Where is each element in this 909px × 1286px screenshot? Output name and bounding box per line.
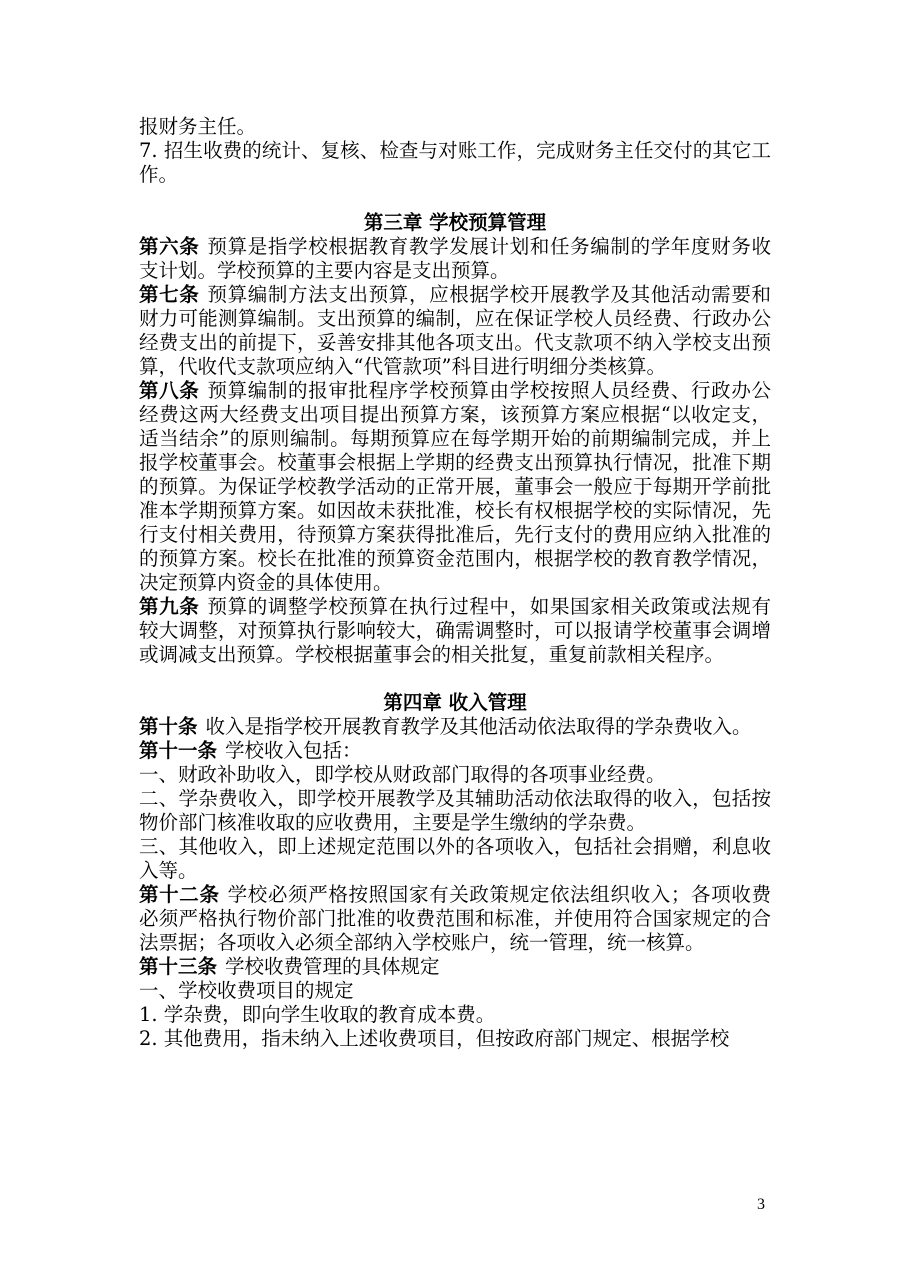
article-12-text: 学校必须严格按照国家有关政策规定依法组织收入；各项收费必须严格执行物价部门批准的收费范围和标准，并使用符合国家规定的合法票据；各项收入必须全部纳入学校账户，统一管理，统一核算。 [139, 883, 771, 954]
article-8 [139, 379, 771, 595]
article-9 [139, 595, 771, 667]
intro-line-2: 7. 招生收费的统计、复核、检查与对账工作，完成财务主任交付的其它工作。 [139, 139, 771, 186]
article-13 [139, 955, 771, 979]
article-10-text: 收入是指学校开展教育教学及其他活动依法取得的学杂费收入。 [205, 715, 752, 738]
article-9-text: 预算的调整学校预算在执行过程中，如果国家相关政策或法规有较大调整，对预算执行影响较大，确需调整时，可以报请学校董事会调增或调减支出预算。学校根据董事会的相关批复，重复前款相关程序。 [139, 595, 771, 666]
article-11-item-2: 二、学杂费收入，即学校开展教学及其辅助活动依法取得的收入，包括按物价部门核准收取的应收费用，主要是学生缴纳的学杂费。 [139, 787, 771, 834]
page-number: 3 [757, 1196, 765, 1213]
intro-line-1: 报财务主任。 [139, 115, 257, 138]
article-13-text: 学校收费管理的具体规定 [225, 955, 440, 978]
article-11 [139, 739, 771, 763]
article-11-item-1: 一、财政补助收入，即学校从财政部门取得的各项事业经费。 [139, 763, 666, 786]
article-7-label: 第七条 [139, 283, 200, 306]
article-13-item-3: 2. 其他费用，指未纳入上述收费项目，但按政府部门规定、根据学校 [139, 1027, 730, 1050]
article-11-text: 学校收入包括： [225, 739, 362, 762]
article-9-label: 第九条 [139, 595, 200, 618]
document-body [139, 115, 771, 1051]
article-7-text: 预算编制方法支出预算，应根据学校开展教学及其他活动需要和财力可能测算编制。支出预算的编制，应在保证学校人员经费、行政办公经费支出的前提下，妥善安排其他各项支出。代支款项不纳入学校支出预算，代收代支款项应纳入“代管款项”科目进行明细分类核算。 [139, 283, 771, 378]
article-6-text: 预算是指学校根据教育教学发展计划和任务编制的学年度财务收支计划。学校预算的主要内容是支出预算。 [139, 235, 771, 282]
article-6-label: 第六条 [139, 235, 200, 258]
article-10-label: 第十条 [139, 715, 198, 738]
article-13-item-2: 1. 学杂费，即向学生收取的教育成本费。 [139, 1003, 496, 1026]
article-10 [139, 715, 771, 739]
article-11-item-3: 三、其他收入，即上述规定范围以外的各项收入，包括社会捐赠，利息收入等。 [139, 835, 771, 882]
article-13-label: 第十三条 [139, 955, 218, 978]
article-12 [139, 883, 771, 955]
chapter-3-heading: 第三章 学校预算管理 [363, 211, 547, 234]
article-7 [139, 283, 771, 379]
article-11-label: 第十一条 [139, 739, 218, 762]
article-8-label: 第八条 [139, 379, 200, 402]
article-6 [139, 235, 771, 283]
article-13-item-1: 一、学校收费项目的规定 [139, 979, 354, 1002]
article-8-text: 预算编制的报审批程序学校预算由学校按照人员经费、行政办公经费这两大经费支出项目提出预算方案，该预算方案应根据“以收定支，适当结余”的原则编制。每期预算应在每学期开始的前期编制完成，并上报学校董事会。校董事会根据上学期的经费支出预算执行情况，批准下期的预算。为保证学校教学活动的正常开展，董事会一般应于每期开学前批准本学期预算方案。如因故未获批准，校长有权根据学校的实际情况，先行支付相关费用，待预算方案获得批准后，先行支付的费用应纳入批准的的预算方案。校长在批准的预算资金范围内，根据学校的教育教学情况，决定预算内资金的具体使用。 [139, 379, 771, 594]
chapter-4-heading: 第四章 收入管理 [383, 691, 527, 714]
article-12-label: 第十二条 [139, 883, 220, 906]
